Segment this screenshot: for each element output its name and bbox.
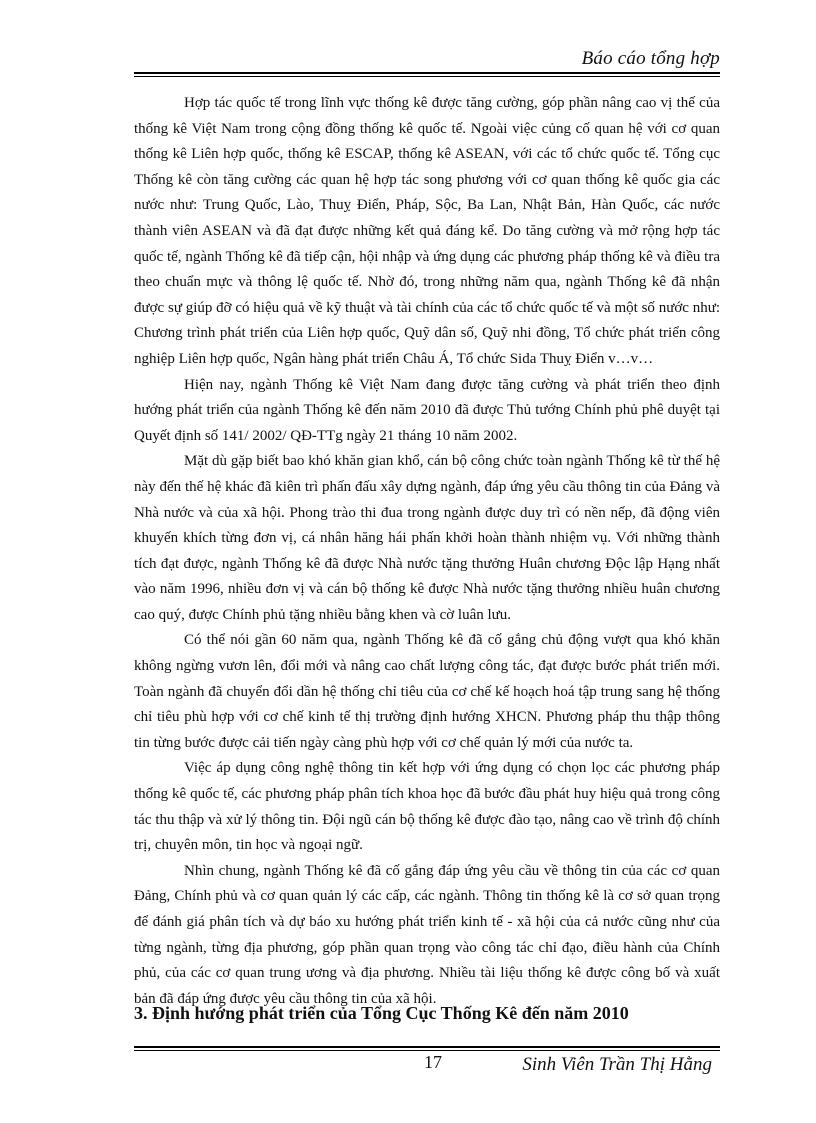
paragraph-current-status: Hiện nay, ngành Thống kê Việt Nam đang được tăng cường và phát triển theo định hướng phát triển của ngành Thống kê đến năm 2010 đã được Thủ tướng Chính phủ phê duyệt tại Quyết định số 141/ 2002/ QĐ-TTg ngày 21 tháng 10 năm 2002. — [134, 376, 720, 444]
page-number: 17 — [424, 1052, 442, 1072]
header-title: Báo cáo tổng hợp — [581, 48, 720, 69]
paragraph-sixty-years: Có thể nói gần 60 năm qua, ngành Thống kê đã cố gắng chủ động vượt qua khó khăn không ngừng vươn lên, đổi mới và nâng cao chất lượng công tác, đạt được bước phát triển mới. Toàn ngành đã chuyển đổi dần hệ thống chỉ tiêu của cơ chế kế hoạch hoá tập trung sang hệ thống chỉ tiêu phù hợp với cơ chế kinh tế thị trường định hướng XHCN. Phương pháp thu thập thông tin từng bước được cải tiến ngày càng phù hợp với cơ chế quản lý mới của nước ta. — [134, 632, 720, 751]
paragraph-conclusion: Nhìn chung, ngành Thống kê đã cố gắng đáp ứng yêu cầu về thông tin của các cơ quan Đảng, Chính phủ và cơ quan quản lý các cấp, các ngành. Thông tin thống kê là cơ sở quan trọng để đánh giá phân tích và dự báo xu hướng phát triển kinh tế - xã hội của cả nước cũng như của từng ngành, từng địa phương, góp phần quan trọng vào công tác chỉ đạo, điều hành của Chính phủ, của các cơ quan trung ương và địa phương. Nhiều tài liệu thống kê được công bố và xuất bản đã đáp ứng được yêu cầu thông tin của xã hội. — [134, 862, 720, 1007]
paragraph-international-cooperation: Hợp tác quốc tế trong lĩnh vực thống kê được tăng cường, góp phần nâng cao vị thế của thống kê Việt Nam trong cộng đồng thống kê quốc tế. Ngoài việc củng cố quan hệ với cơ quan thống kê Liên hợp quốc, thống kê ESCAP, thống kê ASEAN, với các tổ chức quốc tế. Tổng cục Thống kê còn tăng cường các quan hệ hợp tác song phương với cơ quan thống kê quốc gia các nước như: Trung Quốc, Lào, Thuỵ Điển, Pháp, Sộc, Ba Lan, Nhật Bản, Hàn Quốc, các nước thành viên ASEAN và đã đạt được những kết quả đáng kể. Do tăng cường và mở rộng hợp tác quốc tế, ngành Thống kê đã tiếp cận, hội nhập và ứng dụng các phương pháp thống kê và điều tra theo chuẩn mực và thông lệ quốc tế. Nhờ đó, trong những năm qua, ngành Thống kê đã nhận được sự giúp đỡ có hiệu quả về kỹ thuật và tài chính của các tổ chức quốc tế và một số nước như: Chương trình phát triển của Liên hợp quốc, Quỹ dân số, Quỹ nhi đồng, Tổ chức phát triển công nghiệp Liên hợp quốc, Ngân hàng phát triển Châu Á, Tổ chức Sida Thuỵ Điển v…v… — [134, 95, 720, 367]
paragraph-achievements: Mặt dù gặp biết bao khó khăn gian khổ, cán bộ công chức toàn ngành Thống kê từ thế hệ này đến thế hệ khác đã kiên trì phấn đấu xây dựng ngành, đáp ứng yêu cầu thông tin của Đảng và Nhà nước và của xã hội. Phong trào thi đua trong ngành được duy trì có nền nếp, đã động viên khuyến khích từng đơn vị, cá nhân hăng hái phấn khởi hoàn thành nhiệm vụ. Với những thành tích đạt được, ngành Thống kê đã được Nhà nước tặng thưởng Huân chương Độc lập Hạng nhất vào năm 1996, nhiều đơn vị và cán bộ thống kê được Nhà nước tặng thưởng nhiều huân chương cao quý, được Chính phủ tặng nhiều bằng khen và cờ luân lưu. — [134, 453, 720, 623]
footer-author: Sinh Viên Trần Thị Hằng — [522, 1054, 712, 1075]
header-divider — [134, 72, 720, 77]
document-body — [134, 91, 720, 1012]
section-heading: 3. Định hướng phát triển của Tổng Cục Thống Kê đến năm 2010 — [134, 1003, 629, 1023]
footer-divider — [134, 1046, 720, 1051]
paragraph-information-technology: Việc áp dụng công nghệ thông tin kết hợp với ứng dụng có chọn lọc các phương pháp thống kê quốc tế, các phương pháp phân tích khoa học đã bước đầu phát huy hiệu quả trong công tác thu thập và xử lý thông tin. Đội ngũ cán bộ thống kê được đào tạo, nâng cao về trình độ chính trị, chuyên môn, tin học và ngoại ngữ. — [134, 760, 720, 854]
